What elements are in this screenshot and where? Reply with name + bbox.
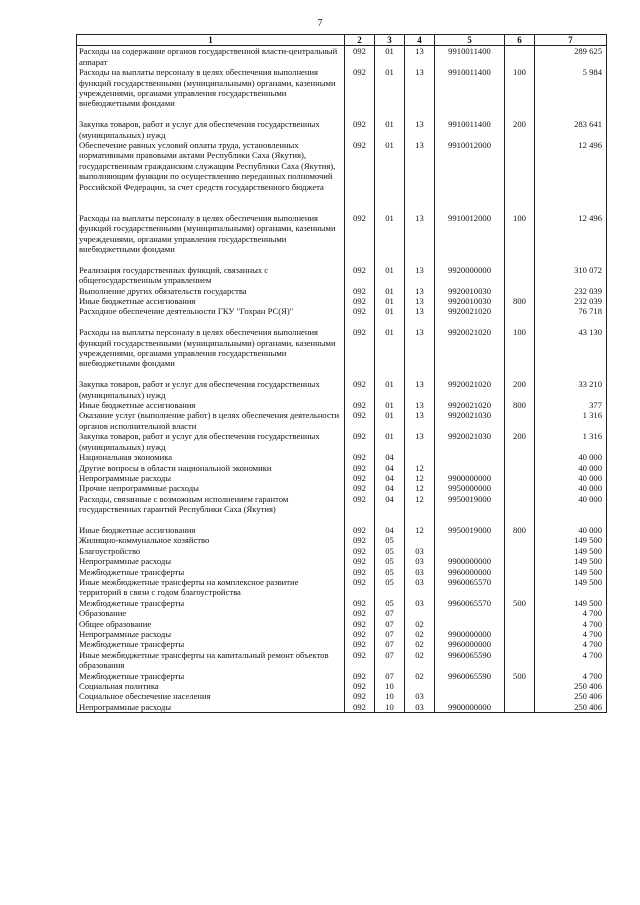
cell-rz: 07 (375, 608, 405, 618)
cell-rz: 05 (375, 556, 405, 566)
cell-rz: 05 (375, 577, 405, 598)
table-row (77, 535, 607, 545)
cell-vr (505, 483, 535, 493)
table-row (77, 546, 607, 556)
cell-ved: 092 (345, 619, 375, 629)
cell-sum: 40 000 (535, 473, 607, 483)
cell-name: Благоустройство (77, 546, 345, 556)
cell-name: Социальное обеспечение населения (77, 691, 345, 701)
cell-rz: 01 (375, 46, 405, 67)
cell-vr: 500 (505, 671, 535, 681)
cell-name: Общее образование (77, 619, 345, 629)
cell-sum: 250 406 (535, 702, 607, 713)
table-row (77, 463, 607, 473)
cell-vr (505, 577, 535, 598)
table-row (77, 213, 607, 265)
cell-name: Межбюджетные трансферты (77, 671, 345, 681)
cell-pr: 03 (405, 567, 435, 577)
cell-sum: 250 406 (535, 691, 607, 701)
cell-vr: 800 (505, 296, 535, 306)
cell-pr: 02 (405, 650, 435, 671)
table-row (77, 525, 607, 535)
cell-csr: 9900000000 (435, 556, 505, 566)
cell-ved: 092 (345, 608, 375, 618)
cell-sum: 232 039 (535, 296, 607, 306)
cell-pr: 13 (405, 379, 435, 400)
column-header-pr: 4 (405, 35, 435, 46)
table-row (77, 567, 607, 577)
cell-pr: 12 (405, 473, 435, 483)
cell-sum: 377 (535, 400, 607, 410)
cell-csr: 9920021020 (435, 327, 505, 379)
cell-name: Непрограммные расходы (77, 629, 345, 639)
cell-pr: 13 (405, 327, 435, 379)
cell-rz: 04 (375, 483, 405, 493)
cell-vr (505, 619, 535, 629)
cell-pr: 13 (405, 400, 435, 410)
cell-pr: 13 (405, 431, 435, 452)
table-row (77, 702, 607, 713)
cell-name: Другие вопросы в области национальной экономики (77, 463, 345, 473)
cell-rz: 07 (375, 619, 405, 629)
page-number: 7 (317, 18, 323, 29)
column-header-name: 1 (77, 35, 345, 46)
cell-rz: 01 (375, 286, 405, 296)
cell-name: Социальная политика (77, 681, 345, 691)
cell-name: Межбюджетные трансферты (77, 567, 345, 577)
cell-ved: 092 (345, 556, 375, 566)
table-row (77, 379, 607, 400)
cell-ved: 092 (345, 213, 375, 265)
cell-ved: 092 (345, 525, 375, 535)
cell-pr: 02 (405, 629, 435, 639)
cell-ved: 092 (345, 671, 375, 681)
cell-csr: 9960000000 (435, 567, 505, 577)
cell-vr: 100 (505, 213, 535, 265)
table-row (77, 286, 607, 296)
cell-name: Расходы, связанные с возможным исполнением гарантом государственных гарантий Республики Саха (Якутия) (77, 494, 345, 525)
table-row (77, 650, 607, 671)
table-row (77, 452, 607, 462)
cell-vr (505, 650, 535, 671)
cell-vr (505, 265, 535, 286)
cell-ved: 092 (345, 681, 375, 691)
cell-rz: 05 (375, 567, 405, 577)
cell-csr (435, 463, 505, 473)
table-body (77, 46, 607, 713)
cell-csr (435, 535, 505, 545)
cell-name: Расходное обеспечение деятельности ГКУ "Гохран РС(Я)" (77, 306, 345, 327)
cell-pr: 13 (405, 265, 435, 286)
cell-vr: 200 (505, 119, 535, 140)
cell-name: Закупка товаров, работ и услуг для обеспечения государственных (муниципальных) нужд (77, 431, 345, 452)
cell-pr (405, 452, 435, 462)
cell-ved: 092 (345, 140, 375, 213)
cell-pr: 02 (405, 619, 435, 629)
cell-pr: 12 (405, 494, 435, 525)
cell-csr (435, 619, 505, 629)
cell-csr (435, 681, 505, 691)
cell-name: Расходы на выплаты персоналу в целях обеспечения выполнения функций государственными (муниципальными) органами, казенными учреждениями, органами управления государственными внебюджетными фондами (77, 213, 345, 265)
cell-ved: 092 (345, 546, 375, 556)
cell-rz: 04 (375, 494, 405, 525)
cell-pr: 13 (405, 140, 435, 213)
cell-sum: 5 984 (535, 67, 607, 119)
cell-csr (435, 452, 505, 462)
cell-rz: 07 (375, 639, 405, 649)
cell-rz: 01 (375, 400, 405, 410)
table-row (77, 681, 607, 691)
table-row (77, 494, 607, 525)
cell-sum: 4 700 (535, 671, 607, 681)
cell-vr (505, 639, 535, 649)
cell-sum: 310 072 (535, 265, 607, 286)
cell-rz: 01 (375, 140, 405, 213)
cell-ved: 092 (345, 650, 375, 671)
cell-csr: 9920021020 (435, 400, 505, 410)
cell-vr (505, 691, 535, 701)
cell-pr: 12 (405, 525, 435, 535)
cell-ved: 092 (345, 431, 375, 452)
cell-vr (505, 608, 535, 618)
cell-pr: 13 (405, 410, 435, 431)
cell-pr: 02 (405, 639, 435, 649)
table-row (77, 619, 607, 629)
table-row (77, 327, 607, 379)
cell-rz: 01 (375, 306, 405, 327)
cell-rz: 01 (375, 379, 405, 400)
table-row (77, 608, 607, 618)
column-header-ved: 2 (345, 35, 375, 46)
cell-name: Непрограммные расходы (77, 473, 345, 483)
column-header-vr: 6 (505, 35, 535, 46)
cell-sum: 40 000 (535, 452, 607, 462)
cell-ved: 092 (345, 327, 375, 379)
cell-pr: 13 (405, 67, 435, 119)
cell-rz: 01 (375, 67, 405, 119)
cell-vr (505, 681, 535, 691)
cell-name: Расходы на содержание органов государственной власти-центральный аппарат (77, 46, 345, 67)
cell-name: Образование (77, 608, 345, 618)
cell-csr: 9920000000 (435, 265, 505, 286)
cell-pr (405, 535, 435, 545)
cell-csr: 9950019000 (435, 494, 505, 525)
table-row (77, 46, 607, 67)
cell-name: Реализация государственных функций, связанных с общегосударственным управлением (77, 265, 345, 286)
cell-name: Межбюджетные трансферты (77, 639, 345, 649)
cell-ved: 092 (345, 410, 375, 431)
cell-pr: 02 (405, 671, 435, 681)
cell-vr (505, 410, 535, 431)
cell-ved: 092 (345, 286, 375, 296)
cell-csr: 9910011400 (435, 119, 505, 140)
cell-name: Жилищно-коммунальное хозяйство (77, 535, 345, 545)
cell-vr (505, 473, 535, 483)
cell-sum: 149 500 (535, 598, 607, 608)
cell-rz: 07 (375, 671, 405, 681)
cell-rz: 01 (375, 265, 405, 286)
cell-csr: 9920021020 (435, 379, 505, 400)
cell-csr (435, 608, 505, 618)
cell-vr (505, 494, 535, 525)
cell-pr: 13 (405, 119, 435, 140)
cell-sum: 12 496 (535, 213, 607, 265)
cell-sum: 149 500 (535, 556, 607, 566)
cell-ved: 092 (345, 452, 375, 462)
cell-sum: 40 000 (535, 483, 607, 493)
table-row (77, 67, 607, 119)
cell-csr: 9950019000 (435, 525, 505, 535)
cell-pr: 12 (405, 483, 435, 493)
cell-ved: 092 (345, 535, 375, 545)
table-row (77, 483, 607, 493)
table-row (77, 410, 607, 431)
cell-pr: 03 (405, 546, 435, 556)
cell-sum: 40 000 (535, 525, 607, 535)
cell-csr: 9960065590 (435, 671, 505, 681)
cell-rz: 01 (375, 327, 405, 379)
cell-name: Межбюджетные трансферты (77, 598, 345, 608)
cell-name: Закупка товаров, работ и услуг для обеспечения государственных (муниципальных) нужд (77, 119, 345, 140)
cell-csr: 9960000000 (435, 639, 505, 649)
cell-sum: 4 700 (535, 629, 607, 639)
cell-rz: 05 (375, 598, 405, 608)
cell-csr: 9920010030 (435, 296, 505, 306)
cell-sum: 149 500 (535, 546, 607, 556)
cell-rz: 04 (375, 525, 405, 535)
cell-sum: 232 039 (535, 286, 607, 296)
cell-name: Непрограммные расходы (77, 702, 345, 713)
cell-ved: 092 (345, 691, 375, 701)
cell-rz: 04 (375, 473, 405, 483)
table-row (77, 400, 607, 410)
cell-csr: 9960065570 (435, 577, 505, 598)
cell-csr: 9950000000 (435, 483, 505, 493)
cell-vr: 100 (505, 327, 535, 379)
table-row (77, 473, 607, 483)
cell-pr: 03 (405, 577, 435, 598)
cell-name: Непрограммные расходы (77, 556, 345, 566)
cell-pr: 03 (405, 702, 435, 713)
cell-sum: 283 641 (535, 119, 607, 140)
cell-rz: 01 (375, 213, 405, 265)
cell-csr: 9910012000 (435, 140, 505, 213)
cell-pr: 13 (405, 286, 435, 296)
cell-sum: 289 625 (535, 46, 607, 67)
cell-sum: 76 718 (535, 306, 607, 327)
cell-vr (505, 140, 535, 213)
cell-pr: 03 (405, 556, 435, 566)
table-row (77, 306, 607, 327)
cell-pr: 13 (405, 296, 435, 306)
cell-ved: 092 (345, 577, 375, 598)
table-row (77, 629, 607, 639)
cell-vr: 800 (505, 400, 535, 410)
cell-csr: 9960065590 (435, 650, 505, 671)
table-header (77, 35, 607, 46)
cell-sum: 4 700 (535, 639, 607, 649)
cell-ved: 092 (345, 463, 375, 473)
table-row (77, 140, 607, 213)
cell-ved: 092 (345, 296, 375, 306)
cell-name: Расходы на выплаты персоналу в целях обеспечения выполнения функций государственными (муниципальными) органами, казенными учреждениями, органами управления государственными внебюджетными фондами (77, 67, 345, 119)
cell-sum: 40 000 (535, 463, 607, 473)
cell-csr (435, 691, 505, 701)
cell-ved: 092 (345, 639, 375, 649)
column-header-rz: 3 (375, 35, 405, 46)
cell-sum: 40 000 (535, 494, 607, 525)
cell-name: Закупка товаров, работ и услуг для обеспечения государственных (муниципальных) нужд (77, 379, 345, 400)
cell-rz: 01 (375, 296, 405, 306)
cell-name: Иные бюджетные ассигнования (77, 400, 345, 410)
cell-vr: 500 (505, 598, 535, 608)
table-row (77, 691, 607, 701)
cell-sum: 149 500 (535, 535, 607, 545)
table-row (77, 431, 607, 452)
cell-pr: 03 (405, 598, 435, 608)
cell-csr (435, 546, 505, 556)
cell-pr (405, 681, 435, 691)
cell-ved: 092 (345, 629, 375, 639)
cell-name: Иные бюджетные ассигнования (77, 296, 345, 306)
cell-name: Прочие непрограммные расходы (77, 483, 345, 493)
cell-sum: 12 496 (535, 140, 607, 213)
cell-name: Иные межбюджетные трансферты на капитальный ремонт объектов образования (77, 650, 345, 671)
cell-pr: 13 (405, 46, 435, 67)
cell-vr: 800 (505, 525, 535, 535)
cell-pr: 03 (405, 691, 435, 701)
cell-ved: 092 (345, 306, 375, 327)
cell-ved: 092 (345, 67, 375, 119)
budget-table (76, 34, 607, 713)
cell-sum: 250 406 (535, 681, 607, 691)
cell-vr (505, 556, 535, 566)
cell-pr (405, 608, 435, 618)
cell-ved: 092 (345, 483, 375, 493)
cell-rz: 05 (375, 546, 405, 556)
cell-sum: 1 316 (535, 410, 607, 431)
cell-name: Иные бюджетные ассигнования (77, 525, 345, 535)
cell-csr: 9960065570 (435, 598, 505, 608)
table-row (77, 556, 607, 566)
table-row (77, 639, 607, 649)
table-row (77, 671, 607, 681)
cell-ved: 092 (345, 567, 375, 577)
cell-vr: 200 (505, 379, 535, 400)
cell-rz: 07 (375, 650, 405, 671)
cell-vr: 200 (505, 431, 535, 452)
cell-vr (505, 702, 535, 713)
cell-ved: 092 (345, 494, 375, 525)
cell-vr (505, 46, 535, 67)
cell-csr: 9920021030 (435, 410, 505, 431)
cell-ved: 092 (345, 473, 375, 483)
table-row (77, 119, 607, 140)
cell-rz: 10 (375, 681, 405, 691)
table-row (77, 265, 607, 286)
cell-ved: 092 (345, 46, 375, 67)
cell-name: Обеспечение равных условий оплаты труда, установленных нормативными правовыми актами Республики Саха (Якутия), государственным гражданским служащим Республики Саха (Якутия), выполняющим функции по осуществлению переданных полномочий Российской Федерации, за счет средств государственного бюджета (77, 140, 345, 213)
cell-sum: 4 700 (535, 608, 607, 618)
cell-rz: 10 (375, 702, 405, 713)
cell-vr (505, 463, 535, 473)
cell-csr: 9900000000 (435, 629, 505, 639)
cell-csr: 9920021020 (435, 306, 505, 327)
cell-ved: 092 (345, 119, 375, 140)
cell-ved: 092 (345, 379, 375, 400)
cell-vr (505, 546, 535, 556)
cell-ved: 092 (345, 265, 375, 286)
table-row (77, 296, 607, 306)
cell-ved: 092 (345, 400, 375, 410)
table-row (77, 598, 607, 608)
cell-sum: 1 316 (535, 431, 607, 452)
column-header-csr: 5 (435, 35, 505, 46)
cell-sum: 149 500 (535, 567, 607, 577)
cell-csr: 9910011400 (435, 46, 505, 67)
table-row (77, 577, 607, 598)
cell-sum: 43 130 (535, 327, 607, 379)
cell-csr: 9920021030 (435, 431, 505, 452)
cell-ved: 092 (345, 598, 375, 608)
cell-rz: 10 (375, 691, 405, 701)
cell-sum: 149 500 (535, 577, 607, 598)
cell-vr (505, 452, 535, 462)
column-header-sum: 7 (535, 35, 607, 46)
cell-csr: 9910012000 (435, 213, 505, 265)
cell-name: Иные межбюджетные трансферты на комплексное развитие территорий в связи с годом благоустройства (77, 577, 345, 598)
cell-csr: 9900000000 (435, 473, 505, 483)
cell-name: Выполнение других обязательств государства (77, 286, 345, 296)
cell-rz: 07 (375, 629, 405, 639)
cell-pr: 13 (405, 213, 435, 265)
cell-rz: 01 (375, 119, 405, 140)
cell-name: Расходы на выплаты персоналу в целях обеспечения выполнения функций государственными (муниципальными) органами, казенными учреждениями, органами управления государственными внебюджетными фондами (77, 327, 345, 379)
cell-ved: 092 (345, 702, 375, 713)
cell-rz: 01 (375, 410, 405, 431)
cell-rz: 01 (375, 431, 405, 452)
cell-pr: 12 (405, 463, 435, 473)
cell-name: Национальная экономика (77, 452, 345, 462)
cell-vr (505, 286, 535, 296)
cell-pr: 13 (405, 306, 435, 327)
cell-vr (505, 567, 535, 577)
cell-rz: 04 (375, 452, 405, 462)
cell-name: Оказание услуг (выполнение работ) в целях обеспечения деятельности органов исполнительной власти (77, 410, 345, 431)
cell-sum: 4 700 (535, 650, 607, 671)
cell-csr: 9910011400 (435, 67, 505, 119)
cell-sum: 33 210 (535, 379, 607, 400)
cell-csr: 9920010030 (435, 286, 505, 296)
cell-csr: 9900000000 (435, 702, 505, 713)
cell-vr (505, 629, 535, 639)
cell-rz: 05 (375, 535, 405, 545)
cell-sum: 4 700 (535, 619, 607, 629)
cell-vr: 100 (505, 67, 535, 119)
cell-vr (505, 535, 535, 545)
cell-rz: 04 (375, 463, 405, 473)
cell-vr (505, 306, 535, 327)
